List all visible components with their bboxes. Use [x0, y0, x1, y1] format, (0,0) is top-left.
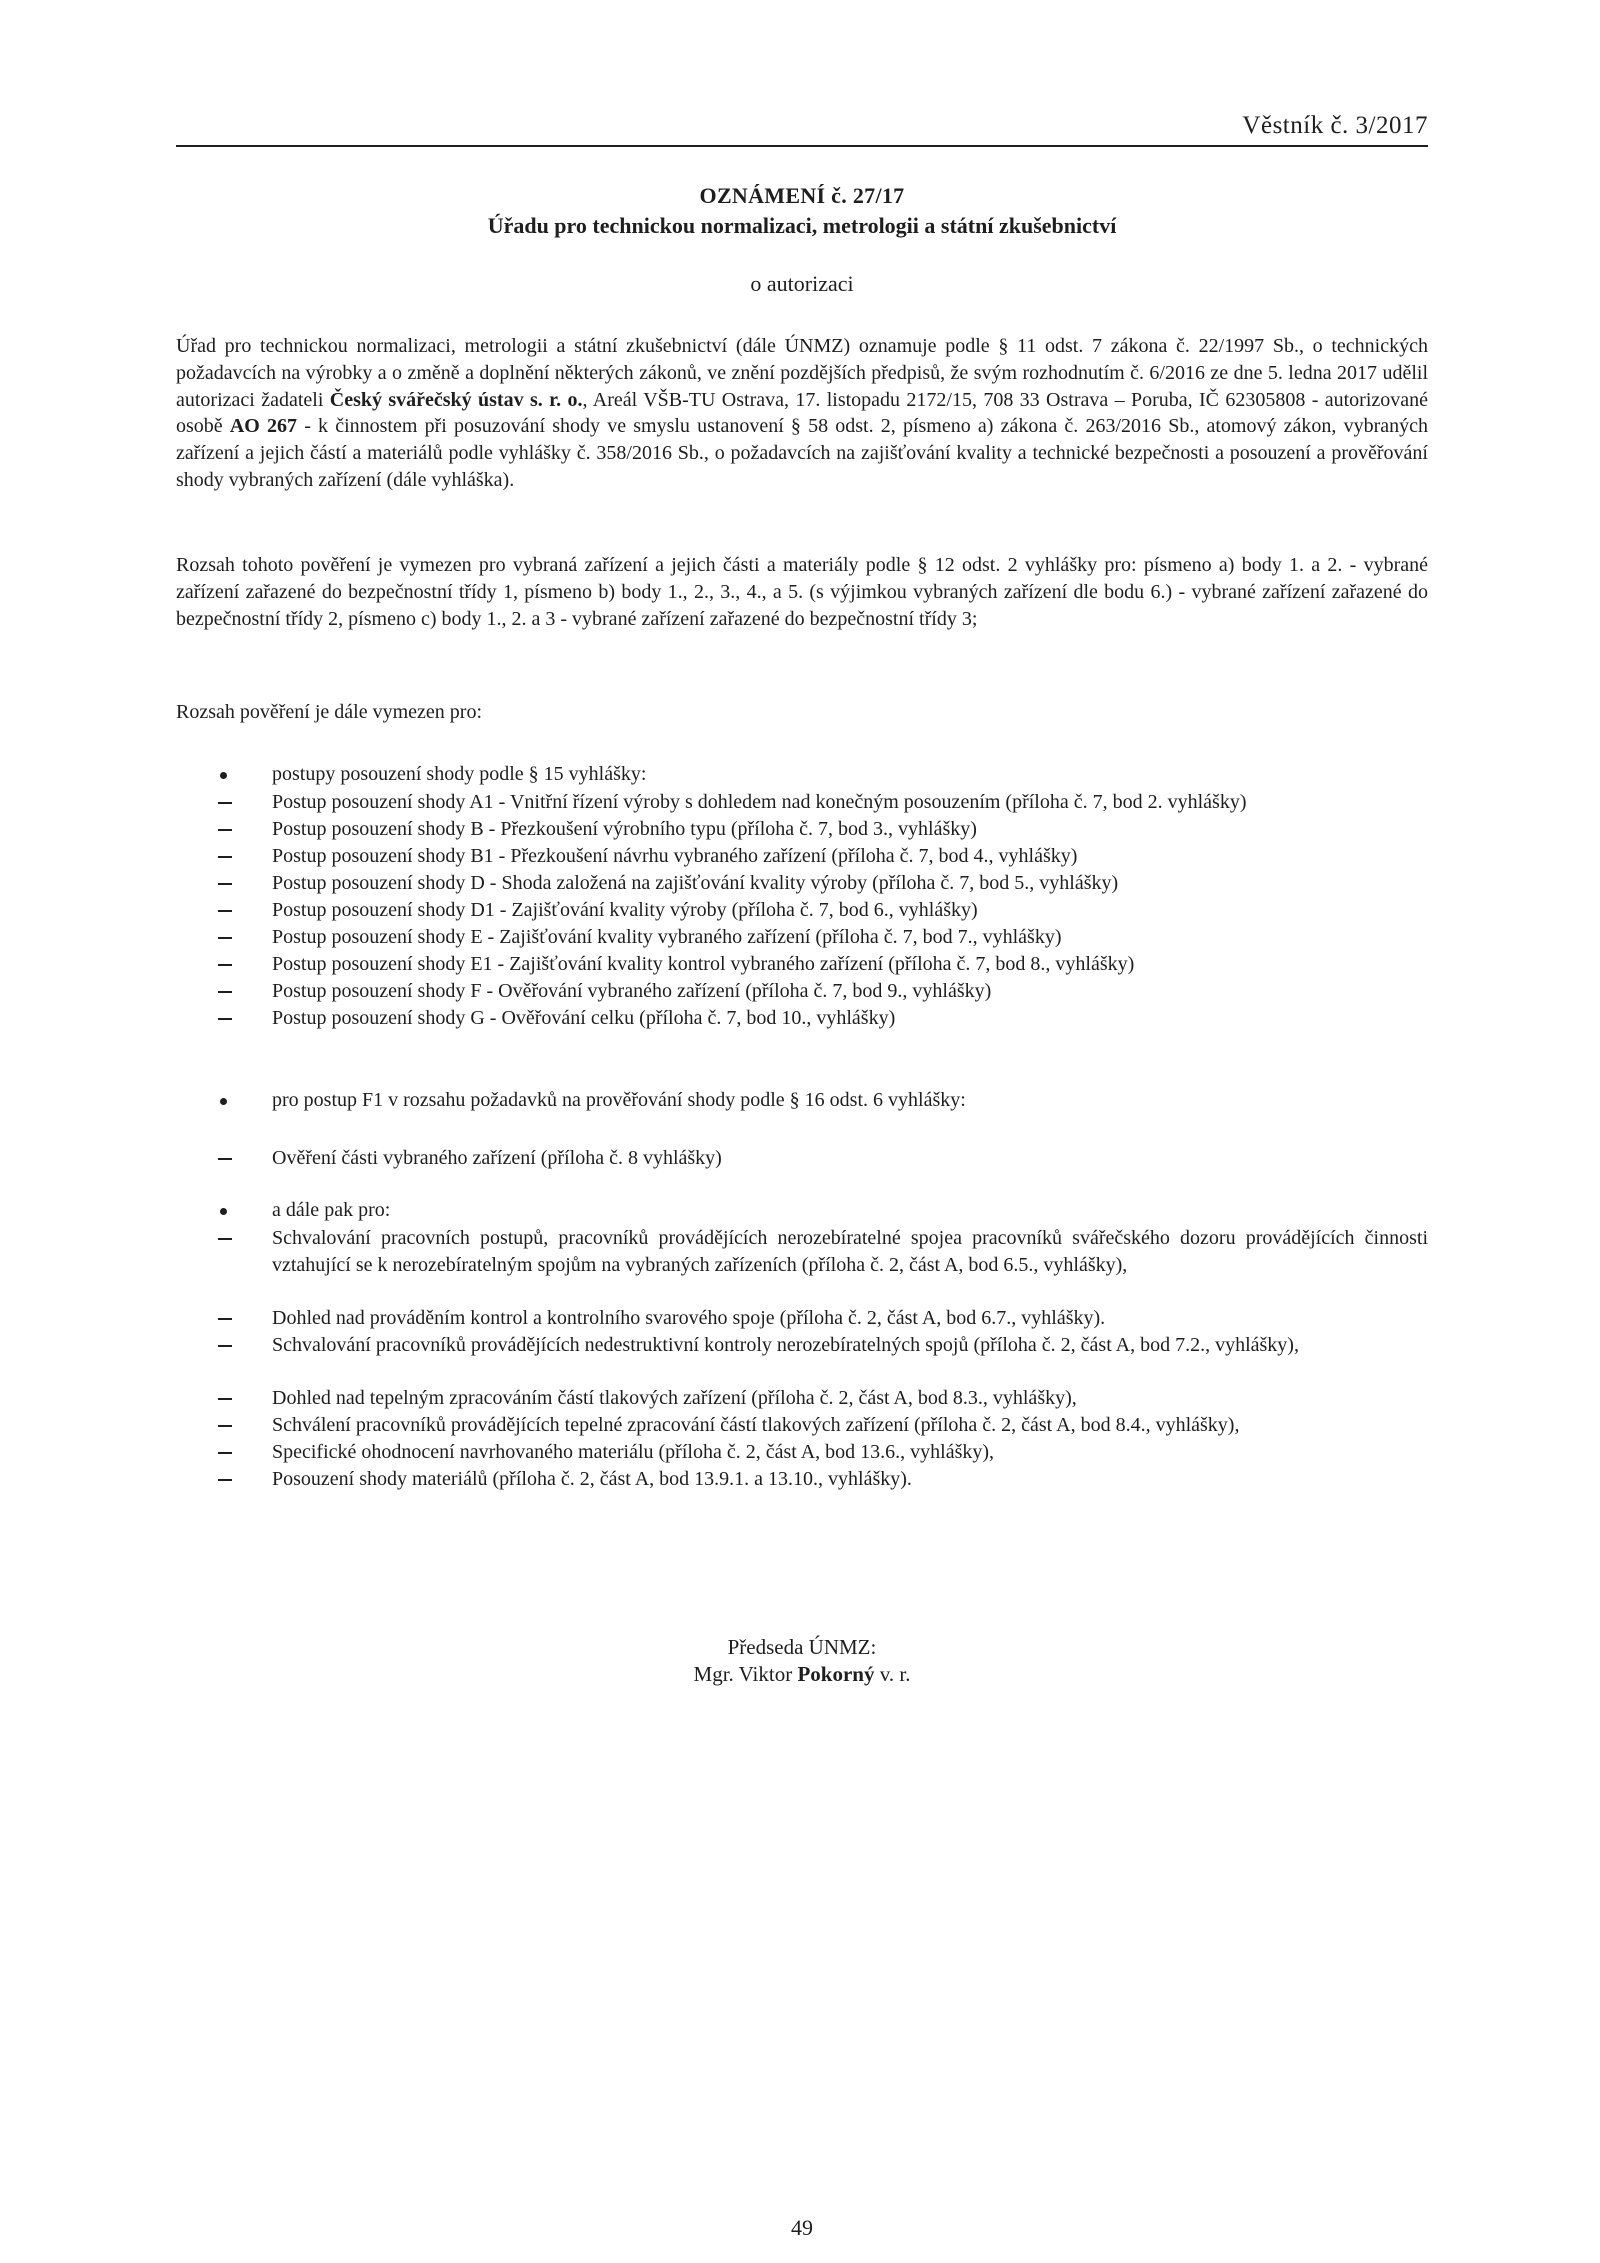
list-item-text: Ověření části vybraného zařízení (příloha č. 8 vyhlášky) — [272, 1147, 722, 1169]
list-item-text: Postup posouzení shody B1 - Přezkoušení návrhu vybraného zařízení (příloha č. 7, bod 4., vyhlášky) — [272, 845, 1078, 867]
list-item-text: Postup posouzení shody D1 - Zajišťování kvality výroby (příloha č. 7, bod 6., vyhlášky) — [272, 899, 978, 921]
list-item-text: Postup posouzení shody D - Shoda založená na zajišťování kvality výroby (příloha č. 7, bod 5., vyhlášky) — [272, 872, 1119, 894]
list-item-text: Dohled nad prováděním kontrol a kontrolního svarového spoje (příloha č. 2, část A, bod 6.7., vyhlášky). — [272, 1307, 1106, 1329]
authorization-paragraph — [176, 333, 1428, 494]
scope-intro: Rozsah pověření je dále vymezen pro: — [176, 701, 482, 723]
notice-title: OZNÁMENÍ č. 27/17 — [699, 183, 905, 208]
journal-issue-header: Věstník č. 3/2017 — [1242, 112, 1428, 139]
list-item-text: Schvalování pracovních postupů, pracovníků provádějících nerozebíratelné spojea pracovníků svářečského dozoru provádějících činnosti vztahující se k nerozebíratelným spojům na vybraných zařízeních (příloha č. 2, část A, bod 6.5., vyhlášky), — [272, 1227, 1428, 1276]
list-item-text: Schválení pracovníků provádějících tepelné zpracování částí tlakových zařízení (příloha č. 2, část A, bod 8.4., vyhlášky), — [272, 1414, 1240, 1436]
signatory-name-suffix: v. r. — [874, 1662, 911, 1686]
bullet-label: postupy posouzení shody podle § 15 vyhlášky: — [272, 763, 647, 785]
paragraph-text: , Areál VŠB-TU Ostrava, 17. listopadu 2172/15, 708 33 Ostrava – Poruba, IČ 62305808 - autorizované osobě — [176, 388, 1429, 438]
signatory-name-prefix: Mgr. Viktor — [693, 1662, 798, 1686]
authorized-body-code: AO 267 — [229, 415, 298, 438]
list-item-text: Postup posouzení shody B - Přezkoušení výrobního typu (příloha č. 7, bod 3., vyhlášky) — [272, 818, 977, 840]
bullet-label: a dále pak pro: — [272, 1199, 391, 1221]
list-item-text: Schvalování pracovníků provádějících nedestruktivní kontroly nerozebíratelných spojů (příloha č. 2, část A, bod 7.2., vyhlášky), — [272, 1334, 1299, 1356]
list-item-text: Posouzení shody materiálů (příloha č. 2, část A, bod 13.9.1. a 13.10., vyhlášky). — [272, 1468, 912, 1490]
header-divider — [176, 145, 1428, 147]
list-item-text: Postup posouzení shody F - Ověřování vybraného zařízení (příloha č. 7, bod 9., vyhlášky) — [272, 980, 992, 1002]
signatory-surname: Pokorný — [797, 1662, 875, 1686]
list-item-text: Dohled nad tepelným zpracováním částí tlakových zařízení (příloha č. 2, část A, bod 8.3., vyhlášky), — [272, 1387, 1077, 1409]
list-item-text: Postup posouzení shody E - Zajišťování kvality vybraného zařízení (příloha č. 7, bod 7., vyhlášky) — [272, 926, 1062, 948]
page-number: 49 — [791, 2215, 813, 2240]
notice-subject: o autorizaci — [750, 271, 854, 296]
paragraph-text: - k činnostem při posuzování shody ve smyslu ustanovení § 58 odst. 2, písmeno a) zákona č. 263/2016 Sb., atomový zákon, vybraných zařízení a jejich částí a materiálů podle vyhlášky č. 358/2016 Sb., o požadavcích na zajišťování kvality a technické bezpečnosti a posouzení a prověřování shody vybraných zařízení (dále vyhláška). — [176, 415, 1429, 491]
signatory-role: Předseda ÚNMZ: — [727, 1635, 877, 1659]
list-item-text: Postup posouzení shody E1 - Zajišťování kvality kontrol vybraného zařízení (příloha č. 7, bod 8., vyhlášky) — [272, 953, 1135, 975]
list-item-text: Specifické ohodnocení navrhovaného materiálu (příloha č. 2, část A, bod 13.6., vyhlášky), — [272, 1441, 995, 1463]
signatory-name — [176, 1662, 1428, 1687]
bullet-label: pro postup F1 v rozsahu požadavků na prověřování shody podle § 16 odst. 6 vyhlášky: — [272, 1089, 966, 1111]
paragraph-text: Úřad pro technickou normalizaci, metrologii a státní zkušebnictví (dále ÚNMZ) oznamuje podle § 11 odst. 7 zákona č. 22/1997 Sb., o technických požadavcích na výrobky a o změně a doplnění některých zákonů, ve znění pozdějších předpisů, že svým rozhodnutím č. 6/2016 ze dne 5. ledna 2017 udělil autorizaci žadateli — [176, 335, 1428, 411]
list-item-text: Postup posouzení shody A1 - Vnitřní řízení výroby s dohledem nad konečným posouzením (příloha č. 7, bod 2. vyhlášky) — [272, 791, 1247, 813]
scope-paragraph: Rozsah tohoto pověření je vymezen pro vybraná zařízení a jejich části a materiály podle § 12 odst. 2 vyhlášky pro: písmeno a) body 1. a 2. - vybrané zařízení zařazené do bezpečnostní třídy 1, písmeno b) body 1., 2., 3., 4., a 5. (s výjimkou vybraných zařízení dle bodu 6.) - vybrané zařízení zařazené do bezpečnostní třídy 2, písmeno c) body 1., 2. a 3 - vybrané zařízení zařazené do bezpečnostní třídy 3; — [176, 554, 1428, 630]
list-item-text: Postup posouzení shody G - Ověřování celku (příloha č. 7, bod 10., vyhlášky) — [272, 1007, 896, 1029]
company-name: Český svářečský ústav s. r. o. — [329, 388, 583, 411]
notice-issuer: Úřadu pro technickou normalizaci, metrologii a státní zkušebnictví — [487, 213, 1117, 238]
